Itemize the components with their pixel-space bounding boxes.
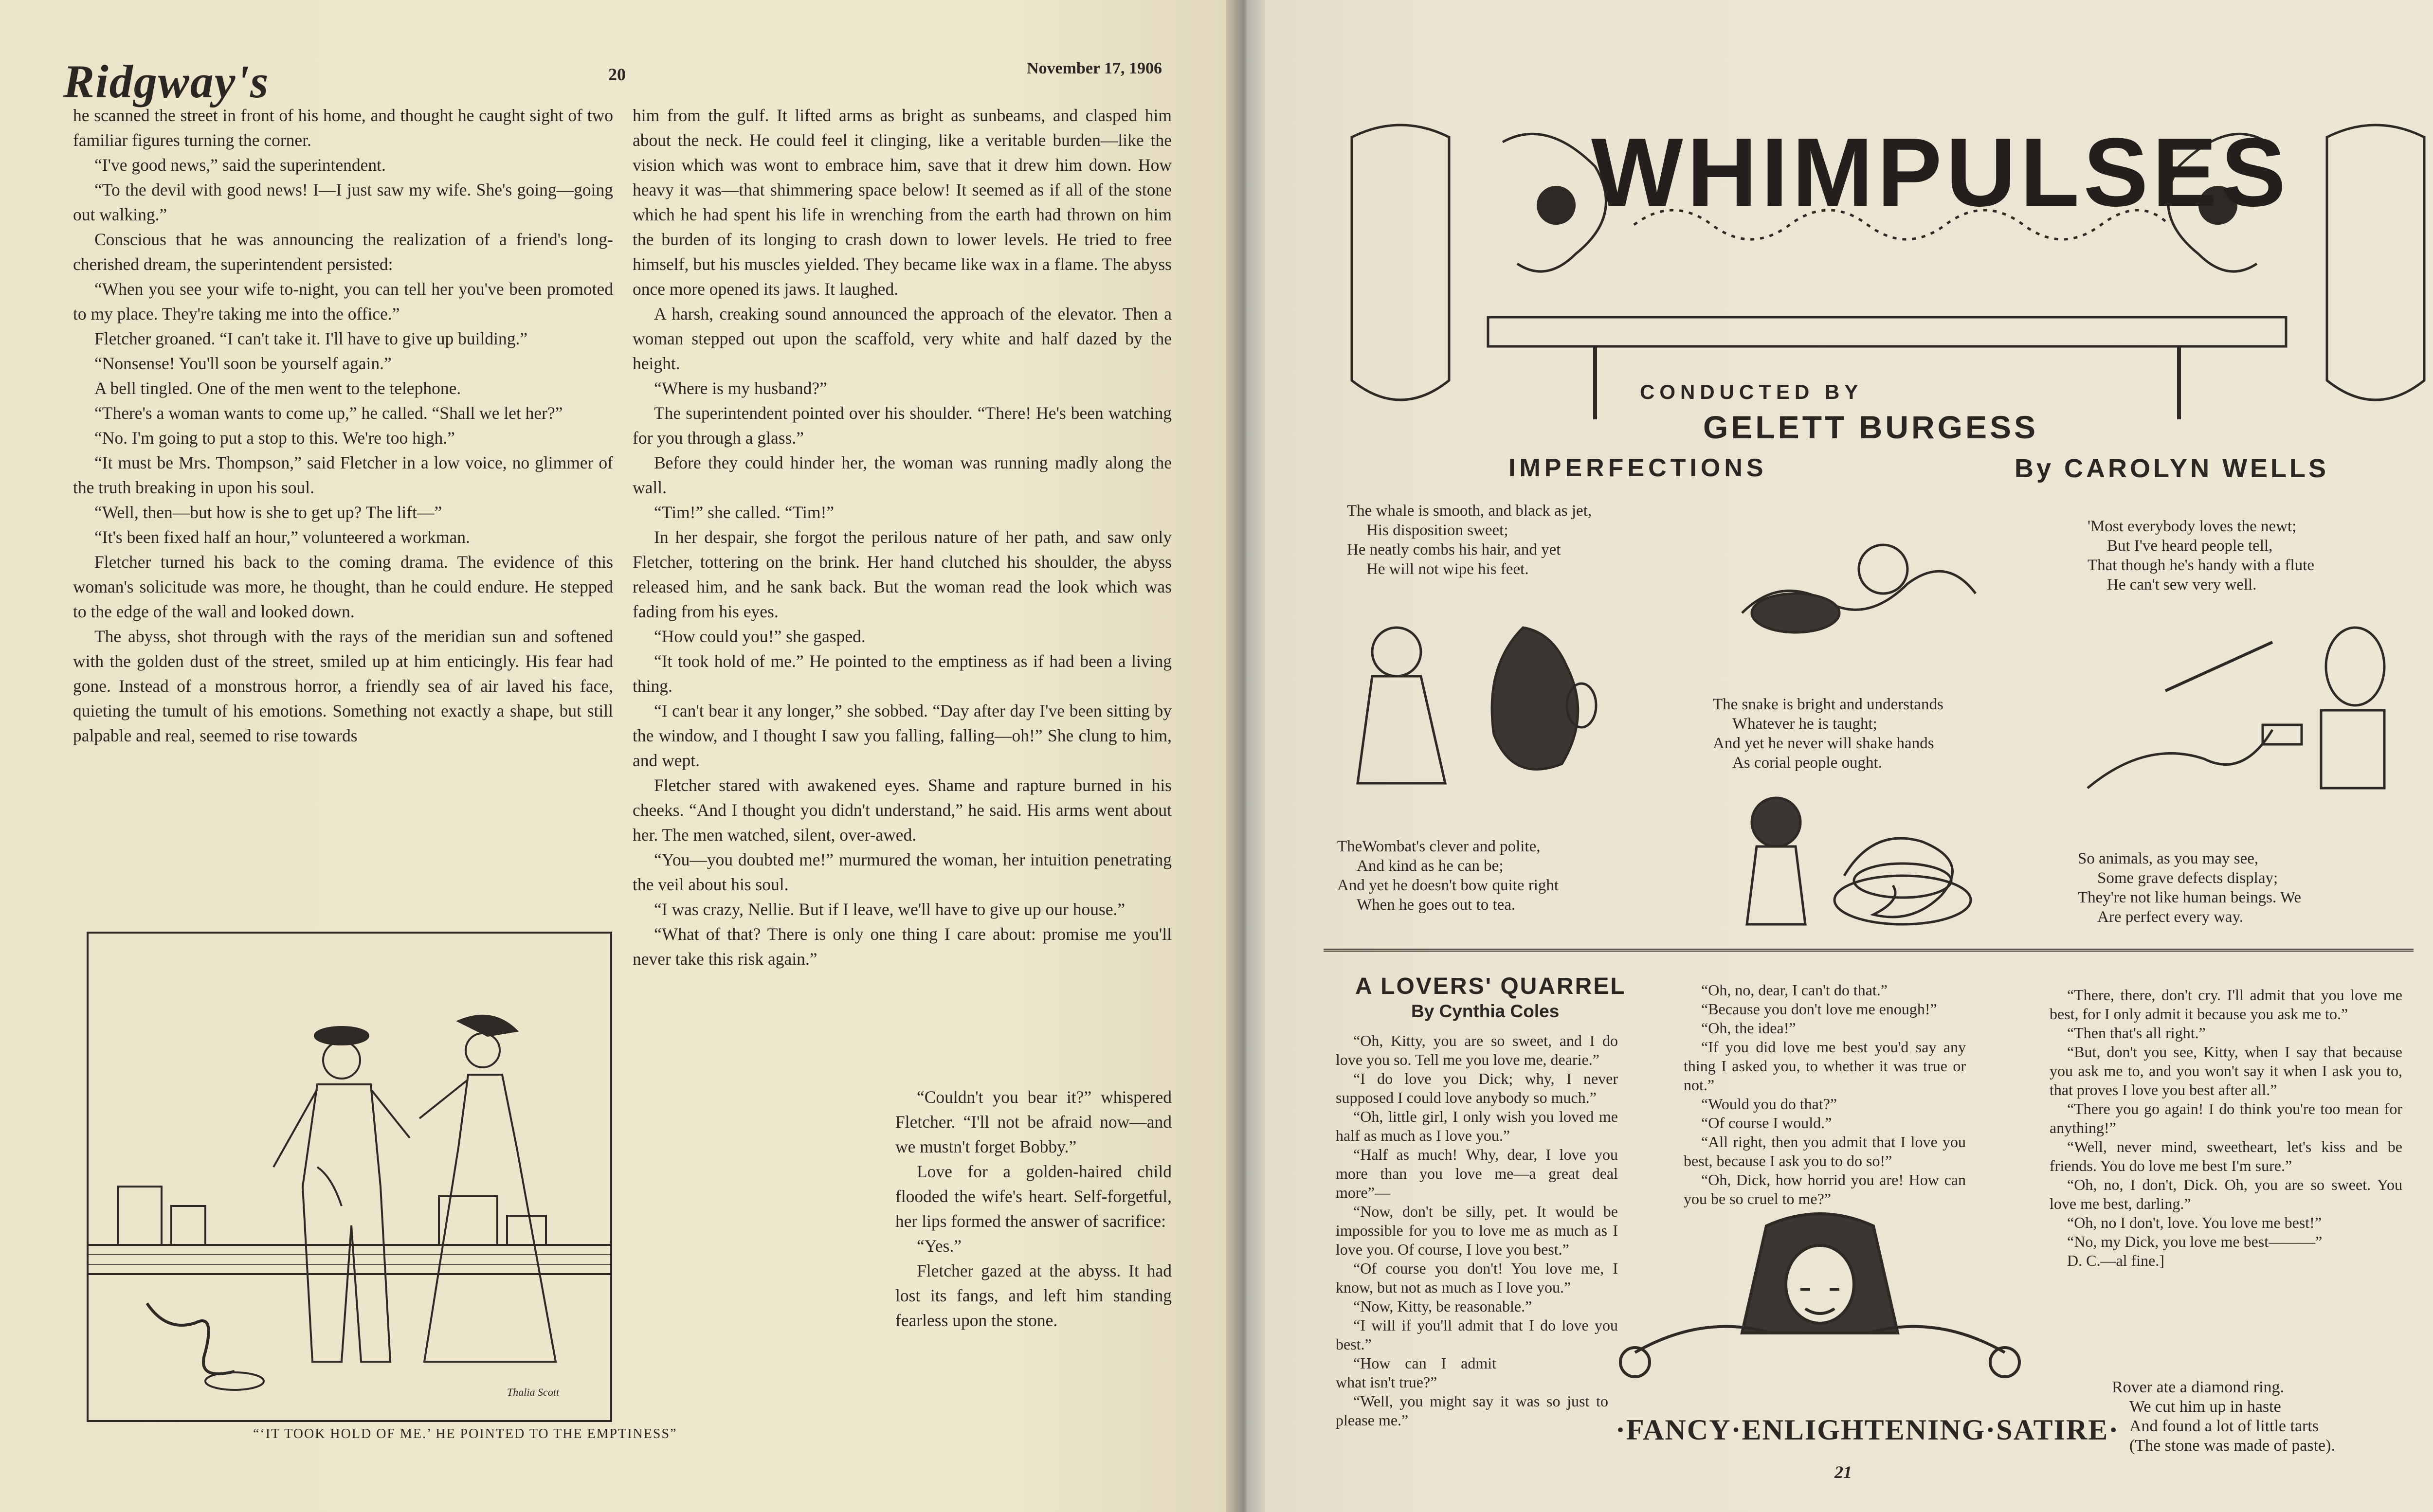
paragraph: Fletcher turned his back to the coming drama. The evidence of this woman's solicitude was more, he thought, than he could endure. He stepped to the edge of the wall and looked down. (73, 552, 613, 621)
paragraph: “Of course you don't! You love me, I know, but not as much as I love you.” (1336, 1260, 1618, 1296)
paragraph: “Because you don't love me enough!” (1701, 1000, 1937, 1018)
verse-line: Whatever he is taught; (1732, 715, 1877, 733)
section-divider (1324, 949, 2414, 952)
illustration-signature: Thalia Scott (507, 1386, 559, 1398)
verse-line: We cut him up in haste (2129, 1398, 2281, 1416)
snake-cartoon (1723, 525, 1995, 681)
paragraph: “Oh, the idea!” (1701, 1019, 1796, 1037)
verse-line: He will not wipe his feet. (1366, 560, 1529, 578)
page-number-left: 20 (608, 65, 626, 84)
verse-line: Some grave defects display; (2097, 869, 2278, 887)
paragraph: “Oh, little girl, I only wish you loved me half as much as I love you.” (1336, 1108, 1618, 1144)
right-page (1265, 0, 2433, 1512)
verse-line: He neatly combs his hair, and yet (1347, 541, 1561, 558)
paragraph: A bell tingled. One of the men went to the telephone. (94, 378, 461, 398)
verse-line: And yet he doesn't bow quite right (1337, 877, 1559, 894)
paragraph: A harsh, creaking sound announced the approach of the elevator. Then a woman stepped out upon the scaffold, very white and half dazed by the height. (633, 304, 1172, 373)
article-column-3 (895, 1085, 1172, 1333)
paragraph: “I do love you Dick; why, I never supposed I could love anybody so much.” (1336, 1070, 1618, 1106)
paragraph: “Oh, Kitty, you are so sweet, and I do love you so. Tell me you love me, dearie.” (1336, 1032, 1618, 1068)
paragraph: “Well, never mind, sweetheart, let's kiss and be friends. You do love me best I'm sure.” (2050, 1138, 2402, 1174)
paragraph: him from the gulf. It lifted arms as bright as sunbeams, and clasped him about the neck. He could feel it clinging, like a veritable burden—like the vision which was wont to embrace him, save that it drew him down. How heavy it was—that shimmering space below! It seemed as if all of the stone which he had spent his life in wrenching from the earth had thrown on him the burden of its longing to crash down to lower levels. He tried to free himself, but his muscles yielded. They became like wax in a flame. The abyss once more opened its jaws. It laughed. (633, 106, 1172, 299)
paragraph: “It must be Mrs. Thompson,” said Fletcher in a low voice, no glimmer of the truth breaking in upon his soul. (73, 453, 613, 497)
paragraph: “Oh, no, dear, I can't do that.” (1701, 981, 1888, 999)
paragraph: “Now, don't be silly, pet. It would be impossible for you to love me as much as I love you. Of course, I love you best.” (1336, 1203, 1618, 1258)
paragraph: “There's a woman wants to come up,” he called. “Shall we let her?” (94, 403, 563, 423)
paragraph: “Then that's all right.” (2067, 1024, 2206, 1042)
paragraph: “To the devil with good news! I—I just saw my wife. She's going—going out walking.” (73, 180, 613, 224)
paragraph: “All right, then you admit that I love you best, because I ask you to do so!” (1684, 1133, 1966, 1170)
verse-line: His disposition sweet; (1366, 522, 1508, 539)
fancy-satire-banner: ·FANCY·ENLIGHTENING·SATIRE· (1616, 1414, 2120, 1446)
paragraph: “Oh, no, I don't, Dick. Oh, you are so sweet. You love me best, darling.” (2050, 1176, 2402, 1212)
paragraph: “There you go again! I do think you're too mean for anything!” (2050, 1100, 2402, 1136)
paragraph: “Oh, no I don't, love. You love me best!” (2067, 1214, 2322, 1231)
paragraph: “You—you doubted me!” murmured the woman, her intuition penetrating the veil about his soul. (633, 850, 1172, 894)
jester-illustration (1606, 1206, 2034, 1401)
poem-byline: By CAROLYN WELLS (2015, 454, 2329, 483)
verse-line: They're not like human beings. We (2078, 889, 2302, 906)
paragraph: “Nonsense! You'll soon be yourself again.” (94, 354, 392, 373)
stanza-animals (2078, 849, 2301, 927)
paragraph: Fletcher groaned. “I can't take it. I'll have to give up building.” (94, 329, 528, 348)
page-number-right: 21 (1834, 1462, 1852, 1482)
paragraph: In her despair, she forgot the perilous nature of her path, and saw only Fletcher, tottering on the brink. Her hand clutched his shoulder, the abyss released him, and he sank back. But the woman read the look which was fading from his eyes. (633, 527, 1172, 621)
paragraph: “Half as much! Why, dear, I love you more than you love me—a great deal more”— (1336, 1146, 1618, 1201)
conductor-name: GELETT BURGESS (1703, 409, 2039, 445)
paragraph: D. C.—al fine.] (2067, 1252, 2164, 1269)
paragraph: “I can't bear it any longer,” she sobbed. “Day after day I've been sitting by the window, and I thought I saw you falling, falling—oh!” She clung to him, and wept. (633, 701, 1172, 770)
paragraph: “Well, you might say it was so just to please me.” (1336, 1392, 1608, 1429)
paragraph: “There, there, don't cry. I'll admit that you love me best, for I only admit it because you ask me to.” (2050, 986, 2402, 1023)
verse-line: The whale is smooth, and black as jet, (1347, 502, 1592, 520)
article-column-1 (73, 103, 613, 748)
verse-line: Are perfect every way. (2097, 908, 2244, 926)
paragraph: “How could you!” she gasped. (654, 627, 866, 646)
conducted-by-label: CONDUCTED BY (1640, 380, 1863, 403)
paragraph: The abyss, shot through with the rays of the meridian sun and softened with the golden dust of the street, smiled up at him enticingly. His fear had gone. Instead of a monstrous horror, a friendly sea of air laved his face, quieting the tumult of his emotions. Something not exactly a shape, but still palpable and real, seemed to rise towards (73, 627, 613, 745)
paragraph: Conscious that he was announcing the realization of a friend's long-cherished dream, the superintendent persisted: (73, 230, 613, 274)
verse-line: Rover ate a diamond ring. (2112, 1378, 2285, 1396)
story-title: A LOVERS' QUARREL (1355, 973, 1626, 999)
verse-line: But I've heard people tell, (2107, 537, 2273, 555)
verse-line: As corial people ought. (1732, 754, 1882, 772)
verse-line: (The stone was made of paste). (2129, 1437, 2335, 1455)
story-byline: By Cynthia Coles (1411, 1001, 1560, 1021)
story-column-2 (1684, 981, 1966, 1208)
paragraph: “Yes.” (917, 1236, 962, 1256)
paragraph: Love for a golden-haired child flooded the wife's heart. Self-forgetful, her lips formed the answer of sacrifice: (895, 1162, 1172, 1231)
stanza-snake (1713, 695, 1943, 773)
paragraph: Fletcher gazed at the abyss. It had lost its fangs, and left him standing fearless upon the stone. (895, 1261, 1172, 1330)
verse-line: So animals, as you may see, (2078, 850, 2259, 867)
stanza-wombat (1337, 837, 1559, 915)
verse-line: He can't sew very well. (2107, 576, 2257, 594)
paragraph: “It's been fixed half an hour,” volunteered a workman. (94, 527, 470, 547)
issue-date: November 17, 1906 (1027, 59, 1162, 77)
verse-line: And yet he never will shake hands (1713, 735, 1934, 752)
closing-verse (2112, 1378, 2335, 1456)
paragraph: “What of that? There is only one thing I care about: promise me you'll never take this risk again.” (633, 924, 1172, 969)
paragraph: “Oh, Dick, how horrid you are! How can you be so cruel to me?” (1684, 1171, 1966, 1207)
book-gutter (1226, 0, 1265, 1512)
verse-line: When he goes out to tea. (1357, 896, 1516, 914)
department-title: WHIMPULSES (1591, 118, 2290, 227)
verse-line: That though he's handy with a flute (2088, 557, 2315, 574)
story-column-1 (1336, 1031, 1618, 1430)
paragraph: The superintendent pointed over his shoulder. “There! He's been watching for you through a glass.” (633, 403, 1172, 448)
paragraph: “I will if you'll admit that I do love you best.” (1336, 1316, 1618, 1353)
illustration (87, 932, 612, 1422)
masthead: Ridgway's (63, 55, 270, 108)
verse-line: 'Most everybody loves the newt; (2088, 518, 2297, 535)
article-column-2 (633, 103, 1172, 972)
paragraph: “Of course I would.” (1701, 1114, 1832, 1132)
stanza-whale (1347, 501, 1592, 579)
paragraph: “Now, Kitty, be reasonable.” (1353, 1297, 1532, 1315)
paragraph: “Would you do that?” (1701, 1095, 1837, 1113)
newt-cartoon (2068, 613, 2399, 808)
paragraph: “It took hold of me.” He pointed to the emptiness as if had been a living thing. (633, 651, 1172, 696)
paragraph: “But, don't you see, Kitty, when I say that because you ask me to, and you won't say it when I ask you to, that proves I love you best after all.” (2050, 1043, 2402, 1098)
paragraph: “No. I'm going to put a stop to this. We're too high.” (94, 428, 455, 448)
paragraph: he scanned the street in front of his home, and thought he caught sight of two familiar figures turning the corner. (73, 106, 613, 150)
paragraph: “How can I admit what isn't true?” (1336, 1354, 1496, 1391)
story-column-3 (2050, 986, 2402, 1270)
paragraph: “Couldn't you bear it?” whispered Fletcher. “I'll not be afraid now—and we mustn't forget Bobby.” (895, 1087, 1172, 1156)
paragraph: “When you see your wife to-night, you can tell her you've been promoted to my place. They're taking me into the office.” (73, 279, 613, 324)
paragraph: “Tim!” she called. “Tim!” (654, 503, 835, 522)
illustration-caption: “‘IT TOOK HOLD OF ME.’ HE POINTED TO THE EMPTINESS” (253, 1426, 677, 1441)
paragraph: “No, my Dick, you love me best———” (2067, 1233, 2323, 1250)
paragraph: Fletcher stared with awakened eyes. Shame and rapture burned in his cheeks. “And I thought you didn't understand,” he said. His arms went about her. The men watched, silent, over-awed. (633, 775, 1172, 845)
paragraph: “Where is my husband?” (654, 378, 827, 398)
whale-cartoon (1338, 608, 1611, 803)
verse-line: And kind as he can be; (1357, 857, 1504, 875)
verse-line: TheWombat's clever and polite, (1337, 838, 1541, 855)
paragraph: “If you did love me best you'd say any thing I asked you, to whether it was true or not.” (1684, 1038, 1966, 1094)
rooftop-couple-illustration (89, 934, 610, 1420)
verse-line: The snake is bright and understands (1713, 696, 1943, 713)
poem-title: IMPERFECTIONS (1508, 454, 1767, 482)
stanza-newt (2088, 517, 2314, 594)
verse-line: And found a lot of little tarts (2129, 1417, 2319, 1435)
wombat-cartoon (1718, 778, 2058, 934)
paragraph: “Well, then—but how is she to get up? The lift—” (94, 503, 442, 522)
paragraph: Before they could hinder her, the woman was running madly along the wall. (633, 453, 1172, 497)
paragraph: “I was crazy, Nellie. But if I leave, we'll have to give up our house.” (654, 900, 1126, 919)
paragraph: “I've good news,” said the superintendent. (94, 155, 386, 175)
